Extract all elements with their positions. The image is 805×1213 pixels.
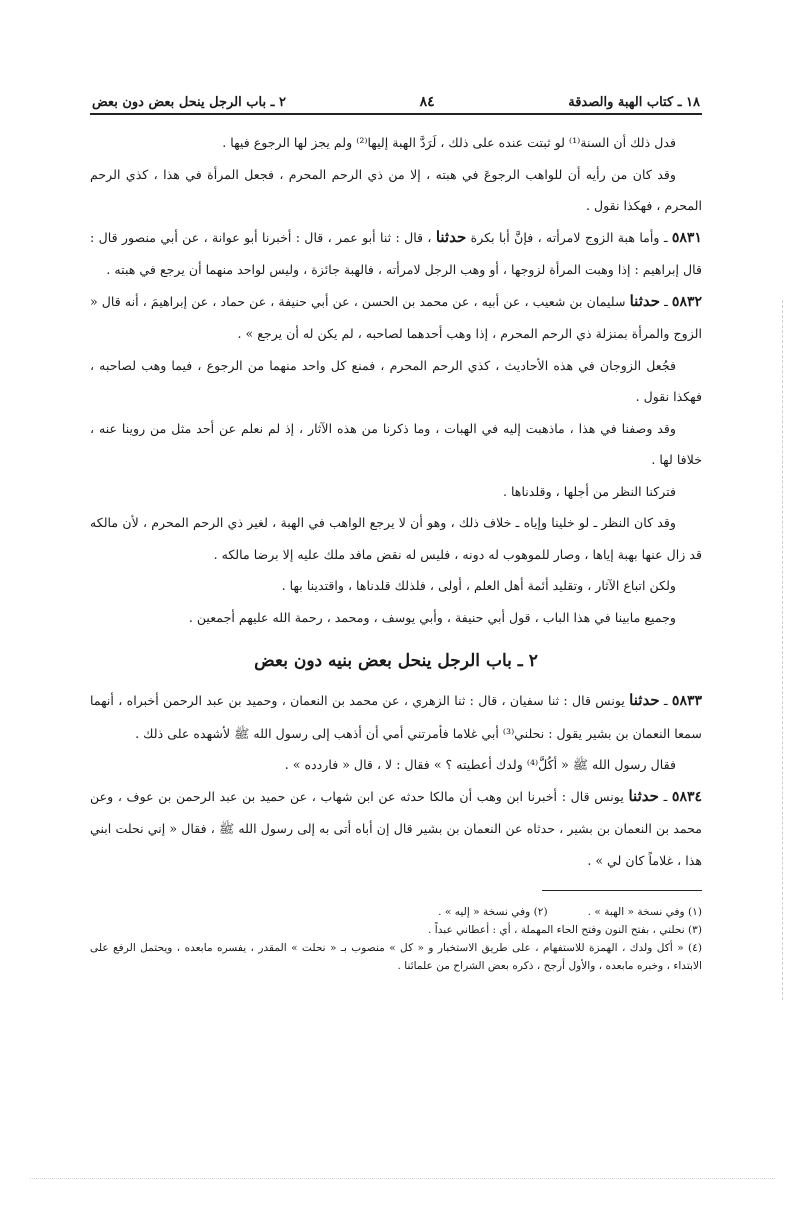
hadith-number: ٥٨٣١ — [671, 229, 702, 246]
haddathana-keyword: حدثنا — [629, 691, 660, 709]
hadith-text: ، قال : ثنا أبو عمر ، قال : أخبرنا أبو عوانة ، عن أبي منصور قال : قال إبراهيم : إذا وهبت المرأة لزوجها ، أو وهب الرجل لامرأته ، فالهبة جائزة ، وليس لواحد منهما أن يرجع في هبته . — [90, 229, 702, 277]
haddathana-keyword: حدثنا — [628, 786, 659, 805]
footnote-2: (٢) وفي نسخة « إليه » . — [438, 906, 548, 918]
haddathana-keyword: حدثنا — [629, 291, 661, 310]
scan-edge-marks — [768, 300, 783, 1000]
hadith-5834 — [90, 781, 702, 877]
running-header — [90, 88, 702, 115]
page — [90, 88, 702, 975]
paragraph: وجميع مابينا في هذا الباب ، قول أبي حنيفة ، وأبي يوسف ، ومحمد ، رحمة الله عليهم أجمعين . — [188, 609, 676, 625]
paragraph: فتركنا النظر من أجلها ، وقلدناها . — [502, 483, 676, 499]
paragraph: وقد كان النظر ـ لو خلينا وإياه ـ خلاف ذلك ، وهو أن لا يرجع الواهب في الهبة ، لغير ذي الرحم المحرم ، لأن مالكه قد زال عنها بهبة إياها ، وصار للموهوب له دونه ، فليس له نقض مافد ملك عليه إلا برضا مالكه . — [90, 515, 702, 562]
chapter-title: ٢ ـ باب الرجل ينحل بعض بنيه دون بعض — [254, 651, 538, 671]
paragraph: فقال رسول الله ﷺ « أكُلَّ⁽⁴⁾ ولدك أعطيته ؟ » فقال : لا ، قال « فاردده » . — [284, 757, 676, 772]
hadith-5831 — [90, 222, 702, 286]
page-number: ٨٤ — [419, 94, 435, 110]
paragraph: فدل ذلك أن السنة⁽¹⁾ لو ثبتت عنده على ذلك ، لَرَدَّ الهبة إليها⁽²⁾ ولم يجز لها الرجوع فيها . — [222, 135, 676, 150]
paragraph: فجُعل الزوجان في هذه الأحاديث ، كذي الرحم المحرم ، فمنع كل واحد منهما من الرجوع ، فيما وهب لصاحبه ، فهكذا نقول . — [90, 357, 702, 404]
hadith-lead: ـ — [663, 788, 668, 804]
paragraph: وقد كان من رأيه أن للواهب الرجوعَ في هبته ، إلا من ذي الرحم المحرم ، فجعل المرأة في هذا ، كذي الرحم المحرم ، فهكذا نقول . — [90, 166, 702, 213]
header-book-title: ١٨ ـ كتاب الهبة والصدقة — [568, 95, 700, 110]
footnote-1: (١) وفي نسخة « الهبة » . — [587, 906, 702, 918]
hadith-text: يونس قال : ثنا سفيان ، قال : ثنا الزهري ، عن محمد بن النعمان ، وحميد بن عبد الرحمن أخبراه ، أنهما سمعا النعمان بن بشير يقول : نحلني⁽³⁾ أبي غلاما فأمرتني أمي أن أذهب إلى رسول الله ﷺ لأشهده على ذلك . — [90, 693, 702, 741]
footnote-separator — [542, 890, 702, 891]
header-chapter-title: ٢ ـ باب الرجل ينحل بعض دون بعض — [92, 95, 286, 110]
footnotes — [90, 903, 702, 975]
hadith-number: ٥٨٣٣ — [671, 693, 702, 709]
paragraph: وقد وصفنا في هذا ، ماذهبت إليه في الهبات ، وما ذكرنا من هذه الآثار ، إذ لم نعلم عن أحد مثل من روينا عنه ، خلافا لها . — [90, 420, 702, 467]
haddathana-keyword: حدثنا — [435, 227, 467, 246]
footnote-separator-wrap — [90, 876, 702, 897]
hadith-number: ٥٨٣٢ — [671, 293, 702, 310]
hadith-number: ٥٨٣٤ — [671, 788, 702, 805]
hadith-5832 — [90, 286, 702, 350]
footnote-4: (٤) « أكل ولدك ، الهمزة للاستفهام ، على طريق الاستخبار و « كل » منصوب بـ « نحلت » المقدر ، يفسره مابعده ، ويحتمل الرفع على الابتداء ، وخبره مابعده ، والأول أرجح ، ذكره بعض الشراح من علمائنا . — [90, 942, 702, 972]
hadith-5833 — [90, 685, 702, 749]
footnote-3: (٣) نحلني ، بفتح النون وفتح الحاء المهملة ، أي : أعطاني عبداً . — [428, 924, 702, 936]
hadith-text: سليمان بن شعيب ، عن أبيه ، عن محمد بن الحسن ، عن أبي حنيفة ، عن حماد ، عن إبراهيمَ ، أنه قال « الزوج والمرأة بمنزلة ذي الرحم المحرم ، إذا وهب أحدهما لصاحبه ، لم يكن له أن يرجع » . — [90, 293, 702, 341]
scan-bottom-border — [30, 1178, 775, 1179]
hadith-text: يونس قال : أخبرنا ابن وهب أن مالكا حدثه عن ابن شهاب ، عن حميد بن عبد الرحمن بن عوف ، وعن محمد بن النعمان بن بشير ، حدثاه عن النعمان بن بشير قال إن أباه أتى به إلى رسول الله ﷺ ، فقال « إني نحلت ابني هذا ، غلاماً كان لي » . — [90, 788, 702, 868]
hadith-lead: ـ — [664, 293, 668, 309]
footnote-row — [90, 903, 702, 921]
paragraph: ولكن اتباع الآثار ، وتقليد أئمة أهل العلم ، أولى ، فلذلك قلدناها ، واقتدينا بها . — [281, 578, 676, 593]
hadith-lead: ـ وأما هبة الزوج لامرأته ، فإنَّ أبا بكرة — [470, 229, 668, 245]
main-text — [90, 127, 702, 975]
hadith-lead: ـ — [663, 693, 668, 708]
